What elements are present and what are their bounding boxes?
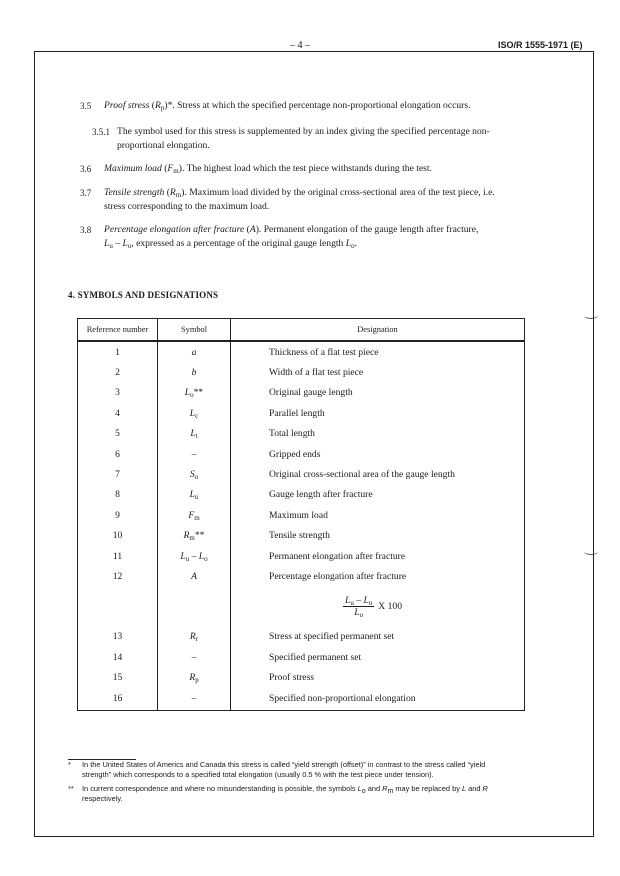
reference-number-cell: 10	[78, 526, 158, 546]
symbol-letter: L	[345, 595, 351, 607]
formula-denominator	[343, 607, 374, 618]
symbol-letter: b	[191, 367, 197, 379]
symbol-letter: L	[190, 428, 196, 440]
clause-3-5: Proof stress $(R_p)*$. Stress at which the specified percentage non-proportional elongation occurs.	[104, 100, 471, 112]
symbol-letter: L	[180, 550, 186, 562]
clause-3-6: Maximum load $(F_m)$. The highest load which the test piece withstands during the test.	[104, 163, 432, 175]
symbol-note-marker: **	[193, 387, 204, 399]
reference-number-cell: 4	[78, 403, 158, 423]
symbol-cell	[158, 526, 231, 546]
reference-number-cell: 8	[78, 485, 158, 505]
symbol-cell	[158, 627, 231, 647]
footnote-marker: **	[68, 784, 74, 793]
clause-number: 3.6	[80, 164, 92, 174]
table-header-row	[78, 319, 525, 342]
table-row	[78, 627, 525, 647]
clause-3-5-1-line2: proportional elongation.	[117, 140, 210, 151]
reference-number-cell: 5	[78, 424, 158, 444]
symbol-letter: L	[189, 489, 195, 501]
table-row	[78, 526, 525, 546]
reference-number-cell: 14	[78, 647, 158, 667]
empty-cell	[158, 587, 231, 627]
symbol-letter: L	[354, 607, 360, 619]
empty-cell	[78, 587, 158, 627]
symbol-dash: –	[191, 651, 197, 663]
clause-number: 3.8	[80, 225, 92, 235]
symbol-dash: –	[191, 448, 197, 460]
clause-3-7-line2: stress corresponding to the maximum load.	[104, 201, 270, 212]
symbol-cell	[158, 444, 231, 464]
designation-cell: Gauge length after fracture	[231, 485, 525, 505]
footnote-1	[68, 760, 548, 780]
symbol-cell	[158, 383, 231, 403]
table-row	[78, 647, 525, 667]
table-body	[78, 341, 525, 710]
designation-cell: Tensile strength	[231, 526, 525, 546]
footnote-2-line1: In current correspondence and where no misunderstanding is possible, the symbols $L_o$ and $R_m$ may be replaced by L and R	[82, 784, 488, 795]
designation-cell: Stress at specified permanent set	[231, 627, 525, 647]
clause-3-7-line1: Tensile strength $(R_m)$. Maximum load divided by the original cross-sectional area of the test piece, i.e.	[104, 187, 495, 199]
table-row	[78, 485, 525, 505]
symbol-letter: – L	[189, 550, 205, 562]
symbol-subscript: o	[190, 391, 194, 400]
reference-number-cell: 12	[78, 566, 158, 586]
clause-number: 3.5	[80, 101, 92, 111]
symbol-cell	[158, 688, 231, 711]
table-row	[78, 403, 525, 423]
footnote-1-line1: In the United States of Americs and Canada this stress is called “yield strength (offset)” in contrast to the stress called “yield	[82, 760, 486, 769]
formula-minus: –	[353, 595, 364, 607]
symbol-cell	[158, 362, 231, 382]
designation-cell: Original cross-sectional area of the gauge length	[231, 464, 525, 484]
symbol-cell	[158, 403, 231, 423]
symbol-cell	[158, 667, 231, 687]
footnote-2	[68, 784, 548, 804]
symbol-subscript: u	[350, 599, 354, 608]
symbol-subscript: c	[195, 411, 199, 420]
symbol-cell	[158, 424, 231, 444]
symbol-letter: R	[183, 530, 190, 542]
symbol-subscript: m	[189, 534, 195, 543]
table-row	[78, 464, 525, 484]
symbol-letter: S	[189, 469, 195, 481]
symbol-cell	[158, 566, 231, 586]
header-designation: Designation	[231, 319, 525, 342]
symbol-cell	[158, 505, 231, 525]
symbol-subscript: m	[194, 513, 200, 522]
clause-3-8-line2: $L_u - L_o$, expressed as a percentage of the original gauge length $L_o$.	[104, 238, 357, 250]
table-row	[78, 505, 525, 525]
table-row	[78, 667, 525, 687]
reference-number-cell: 3	[78, 383, 158, 403]
symbol-note-marker: **	[194, 530, 205, 542]
designation-cell: Original gauge length	[231, 383, 525, 403]
table-row	[78, 546, 525, 566]
symbol-letter: R	[189, 672, 196, 684]
reference-number-cell: 2	[78, 362, 158, 382]
symbol-letter: A	[191, 570, 197, 582]
designation-cell: Total length	[231, 424, 525, 444]
symbol-subscript: t	[195, 432, 198, 441]
reference-number-cell: 16	[78, 688, 158, 711]
reference-number-cell: 15	[78, 667, 158, 687]
symbols-table	[77, 318, 525, 711]
symbol-subscript: o	[359, 611, 364, 620]
symbol-letter: a	[191, 346, 197, 358]
footnote-2-line2: respectively.	[82, 794, 123, 803]
formula-factor: X 100	[378, 601, 402, 613]
table-row	[78, 566, 525, 586]
table-row	[78, 424, 525, 444]
symbol-subscript: o	[368, 599, 373, 608]
margin-mark	[584, 312, 598, 319]
symbol-subscript: p	[195, 676, 199, 685]
designation-cell: Thickness of a flat test piece	[231, 341, 525, 362]
table-row	[78, 688, 525, 711]
symbol-letter: F	[188, 509, 195, 521]
designation-cell: Gripped ends	[231, 444, 525, 464]
header-reference-number: Reference number	[78, 319, 158, 342]
reference-number-cell: 9	[78, 505, 158, 525]
footnote-1-line2: strength” which corresponds to a specified total elongation (usually 0.5 % with the test piece under tension).	[82, 770, 434, 779]
symbol-letter: L	[184, 387, 191, 399]
reference-number-cell: 6	[78, 444, 158, 464]
symbol-cell	[158, 647, 231, 667]
symbol-cell	[158, 464, 231, 484]
table-row	[78, 341, 525, 362]
margin-mark	[584, 548, 598, 555]
footnote-marker: *	[68, 760, 71, 769]
clause-term: Proof stress	[104, 100, 150, 111]
designation-cell: Parallel length	[231, 403, 525, 423]
section-heading: 4. SYMBOLS AND DESIGNATIONS	[68, 290, 219, 300]
designation-cell: Specified permanent set	[231, 647, 525, 667]
reference-number-cell: 11	[78, 546, 158, 566]
symbol-subscript: o	[204, 554, 208, 563]
formula-numerator	[343, 595, 374, 607]
symbol-subscript: u	[185, 554, 190, 563]
clause-3-8-line1: Percentage elongation after fracture (A). Permanent elongation of the gauge length after fracture,	[104, 224, 479, 235]
formula-cell	[231, 587, 525, 627]
symbol-dash: –	[191, 693, 197, 705]
formula-row	[78, 587, 525, 627]
symbol-subscript: o	[194, 473, 199, 482]
designation-cell: Maximum load	[231, 505, 525, 525]
designation-cell: Width of a flat test piece	[231, 362, 525, 382]
page-number: – 4 –	[290, 40, 310, 51]
clause-number: 3.7	[80, 188, 92, 198]
percentage-formula	[343, 595, 374, 618]
table-row	[78, 444, 525, 464]
table-row	[78, 383, 525, 403]
clause-3-5-1-line1: The symbol used for this stress is supplemented by an index giving the specified percentage non-	[117, 126, 490, 137]
table-row	[78, 362, 525, 382]
reference-number-cell: 13	[78, 627, 158, 647]
document-code: ISO/R 1555-1971 (E)	[498, 40, 583, 50]
designation-cell: Permanent elongation after fracture	[231, 546, 525, 566]
designation-cell: Proof stress	[231, 667, 525, 687]
symbol-cell	[158, 341, 231, 362]
designation-cell: Percentage elongation after fracture	[231, 566, 525, 586]
clause-number: 3.5.1	[92, 127, 110, 137]
symbol-letter: L	[189, 407, 196, 419]
header-symbol: Symbol	[158, 319, 231, 342]
reference-number-cell: 7	[78, 464, 158, 484]
symbol-subscript: u	[194, 493, 199, 502]
reference-number-cell: 1	[78, 341, 158, 362]
symbol-letter: R	[189, 631, 196, 643]
designation-cell: Specified non-proportional elongation	[231, 688, 525, 711]
symbol-cell	[158, 546, 231, 566]
symbol-letter: L	[363, 595, 369, 607]
symbol-cell	[158, 485, 231, 505]
symbol-subscript: r	[195, 635, 199, 644]
